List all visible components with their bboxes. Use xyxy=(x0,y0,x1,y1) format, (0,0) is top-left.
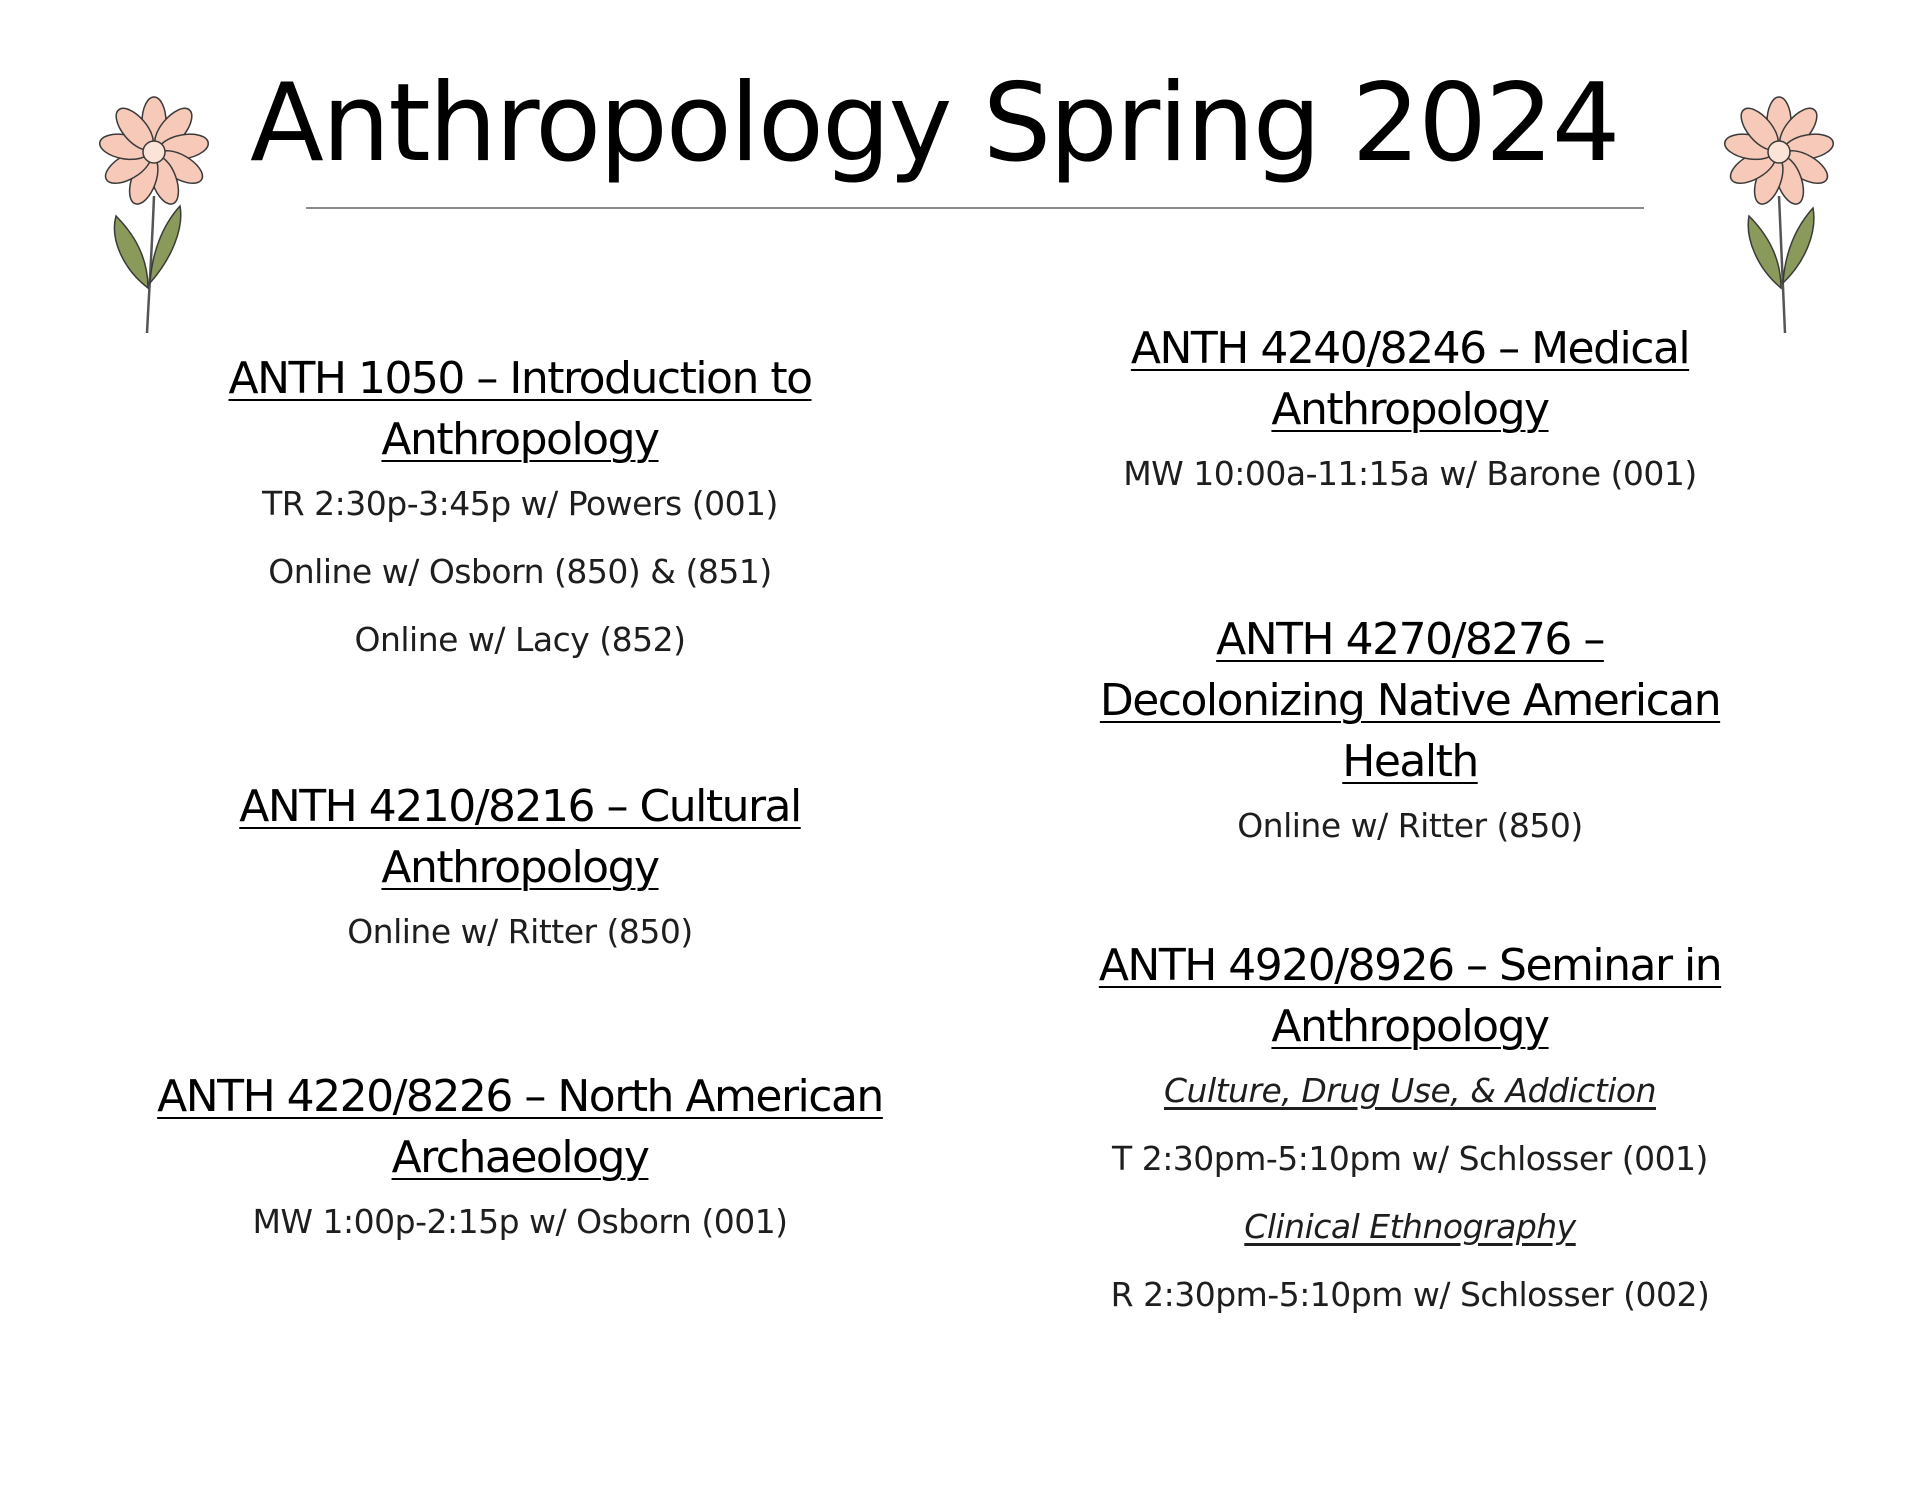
course-title-line: Anthropology xyxy=(1271,1001,1549,1052)
leaf-left xyxy=(1748,216,1781,288)
course-section: MW 10:00a-11:15a w/ Barone (001) xyxy=(1123,454,1697,493)
course-title-line: Health xyxy=(1342,736,1478,787)
course-title xyxy=(1000,318,1820,440)
course-section: TR 2:30p-3:45p w/ Powers (001) xyxy=(262,484,778,523)
course-section: Online w/ Ritter (850) xyxy=(347,912,693,951)
title-divider xyxy=(306,207,1644,209)
course-title xyxy=(120,348,920,470)
course-anth-4220 xyxy=(120,1066,920,1256)
course-title xyxy=(1000,935,1820,1057)
course-title-line: ANTH 4270/8276 – xyxy=(1216,614,1604,665)
course-section: T 2:30pm-5:10pm w/ Schlosser (001) xyxy=(1112,1139,1708,1178)
course-title-line: ANTH 4240/8246 – Medical xyxy=(1130,323,1690,374)
flower-stem xyxy=(1748,196,1814,333)
course-anth-4210 xyxy=(120,776,920,966)
course-title-line: ANTH 1050 – Introduction to xyxy=(228,353,812,404)
course-anth-4270 xyxy=(1000,609,1820,860)
course-title-line: Anthropology xyxy=(381,414,659,465)
flower-petals xyxy=(98,97,210,208)
course-anth-4240 xyxy=(1000,318,1820,508)
course-title-line: Anthropology xyxy=(1271,384,1549,435)
leaf-right xyxy=(150,206,181,283)
page-title: Anthropology Spring 2024 xyxy=(250,61,1619,186)
course-title-line: Decolonizing Native American xyxy=(1099,675,1721,726)
course-title xyxy=(1000,609,1820,792)
flower-left-icon xyxy=(92,88,232,338)
course-title xyxy=(120,1066,920,1188)
course-title xyxy=(120,776,920,898)
flower-right-icon xyxy=(1717,88,1857,338)
course-title-line: Anthropology xyxy=(381,842,659,893)
flower-petals xyxy=(1723,97,1835,208)
course-title-line: ANTH 4210/8216 – Cultural xyxy=(239,781,801,832)
flower-center xyxy=(1768,141,1790,163)
leaf-right xyxy=(1783,208,1814,283)
course-anth-1050 xyxy=(120,348,920,674)
course-section: Online w/ Lacy (852) xyxy=(354,620,686,659)
course-anth-4920 xyxy=(1000,935,1820,1329)
course-section: MW 1:00p-2:15p w/ Osborn (001) xyxy=(252,1202,788,1241)
seminar-topic: Clinical Ethnography xyxy=(1244,1207,1576,1246)
course-title-line: Archaeology xyxy=(391,1132,649,1183)
course-section: Online w/ Osborn (850) & (851) xyxy=(268,552,772,591)
course-section: Online w/ Ritter (850) xyxy=(1237,806,1583,845)
flower-stem xyxy=(114,196,180,333)
course-title-line: ANTH 4220/8226 – North American xyxy=(157,1071,883,1122)
course-title-line: ANTH 4920/8926 – Seminar in xyxy=(1098,940,1722,991)
leaf-left xyxy=(114,216,148,288)
course-section: R 2:30pm-5:10pm w/ Schlosser (002) xyxy=(1110,1275,1710,1314)
flower-center xyxy=(143,141,165,163)
seminar-topic: Culture, Drug Use, & Addiction xyxy=(1163,1071,1656,1110)
